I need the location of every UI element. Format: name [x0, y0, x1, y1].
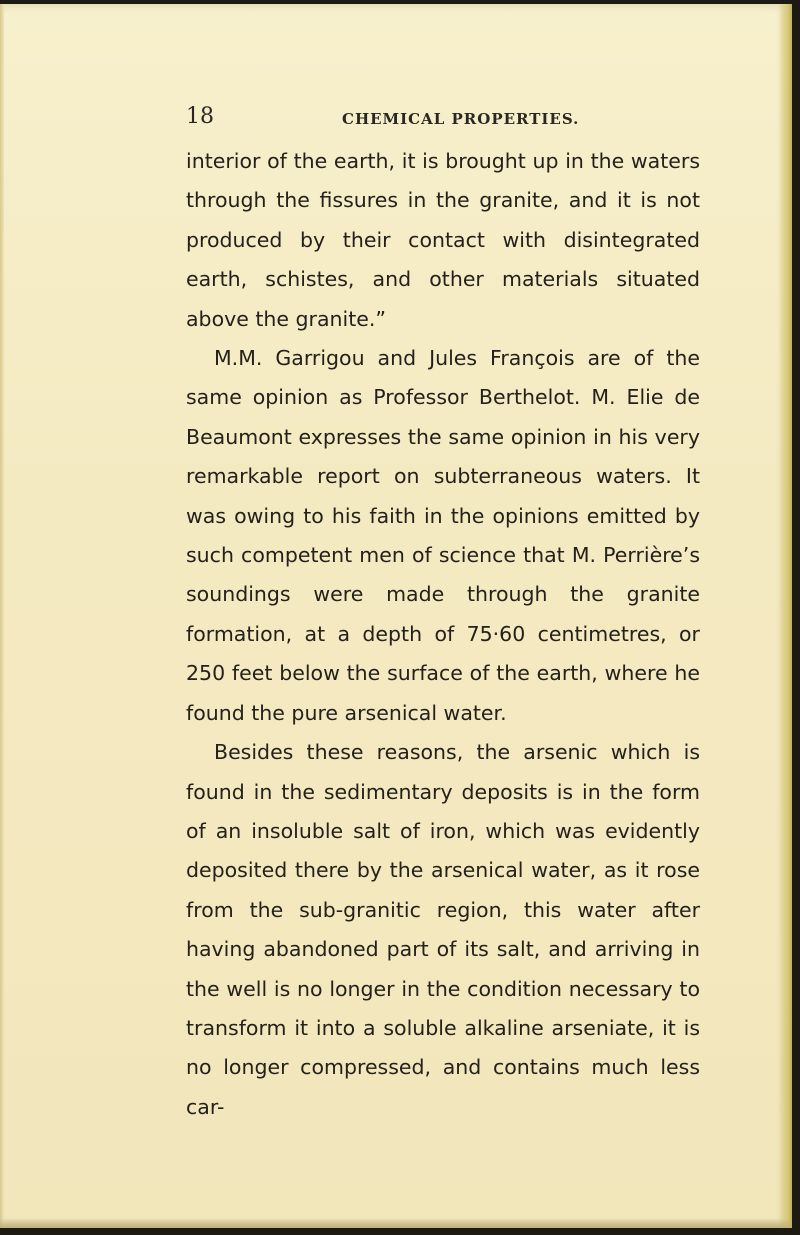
running-title: CHEMICAL PROPERTIES.: [342, 110, 580, 128]
paragraph-garrigou: M.M. Garrigou and Jules François are of the same opinion as Professor Berthelot. M. Elie de Beaumont expresses the same opinion in his very remarkable report on subterraneous waters. It was owing to his faith in the opinions emitted by such competent men of science that M. Perrière’s soundings were made through the granite formation, at a depth of 75·60 centimetres, or 250 feet below the surface of the earth, where he found the pure arsenical water.: [186, 346, 700, 725]
page-bottom-edge-shadow: [0, 1218, 792, 1228]
paragraph-besides: Besides these reasons, the arsenic which is found in the sedimentary deposits is in the form of an insoluble salt of iron, which was evidently deposited there by the arsenical water, as it rose from the sub-granitic region, this water after having abandoned part of its salt, and arriving in the well is no longer in the condition necessary to transform it into a soluble alkaline arseniate, it is no longer compressed, and contains much less car-: [186, 740, 700, 1119]
running-head: [186, 104, 700, 138]
paragraph-continuation: interior of the earth, it is brought up in the waters through the fissures in the granite, and it is not produced by their contact with disintegrated earth, schistes, and other materials situated above the granite.”: [186, 149, 700, 331]
page-left-edge: [0, 4, 4, 1228]
page-right-edge-shadow: [778, 4, 792, 1228]
book-page: [0, 4, 792, 1228]
body-text: [186, 142, 700, 1127]
page-number: 18: [186, 104, 214, 129]
